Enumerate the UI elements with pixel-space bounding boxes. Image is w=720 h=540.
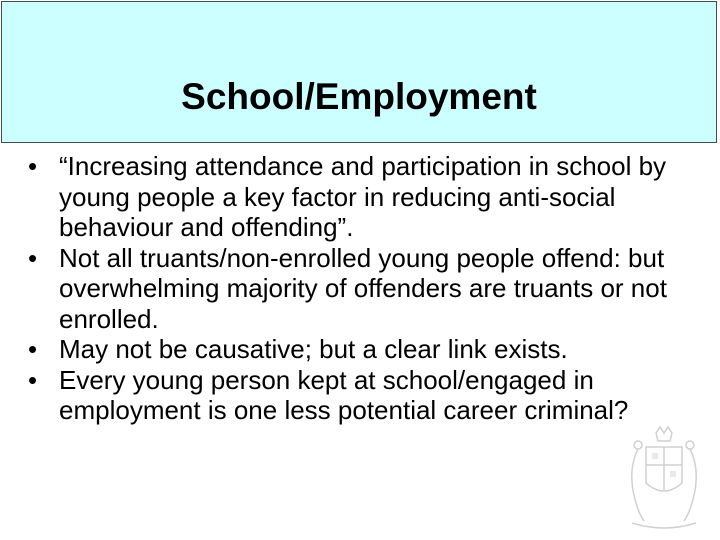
bullet-item [22, 151, 712, 243]
bullet-item [22, 365, 712, 426]
bullet-list [22, 151, 712, 426]
bullet-text: Not all truants/non-enrolled young people offend: but overwhelming majority of offenders are truants or not enrolled. [59, 242, 667, 334]
bullet-text: “Increasing attendance and participation in school by young people a key factor in reducing anti-social behaviour and offending”. [59, 151, 667, 242]
bullet-item [22, 243, 712, 335]
bullet-marker: • [28, 151, 38, 181]
coat-of-arms-icon [616, 425, 712, 533]
bullet-text: May not be causative; but a clear link exists. [59, 334, 568, 364]
title-banner [1, 1, 717, 143]
bullet-text: Every young person kept at school/engaged in employment is one less potential career criminal? [59, 364, 629, 425]
bullet-item [22, 334, 712, 365]
bullet-marker: • [28, 364, 38, 395]
slide-title: School/Employment [181, 76, 537, 117]
bullet-marker: • [28, 242, 38, 273]
bullet-marker: • [28, 334, 38, 364]
